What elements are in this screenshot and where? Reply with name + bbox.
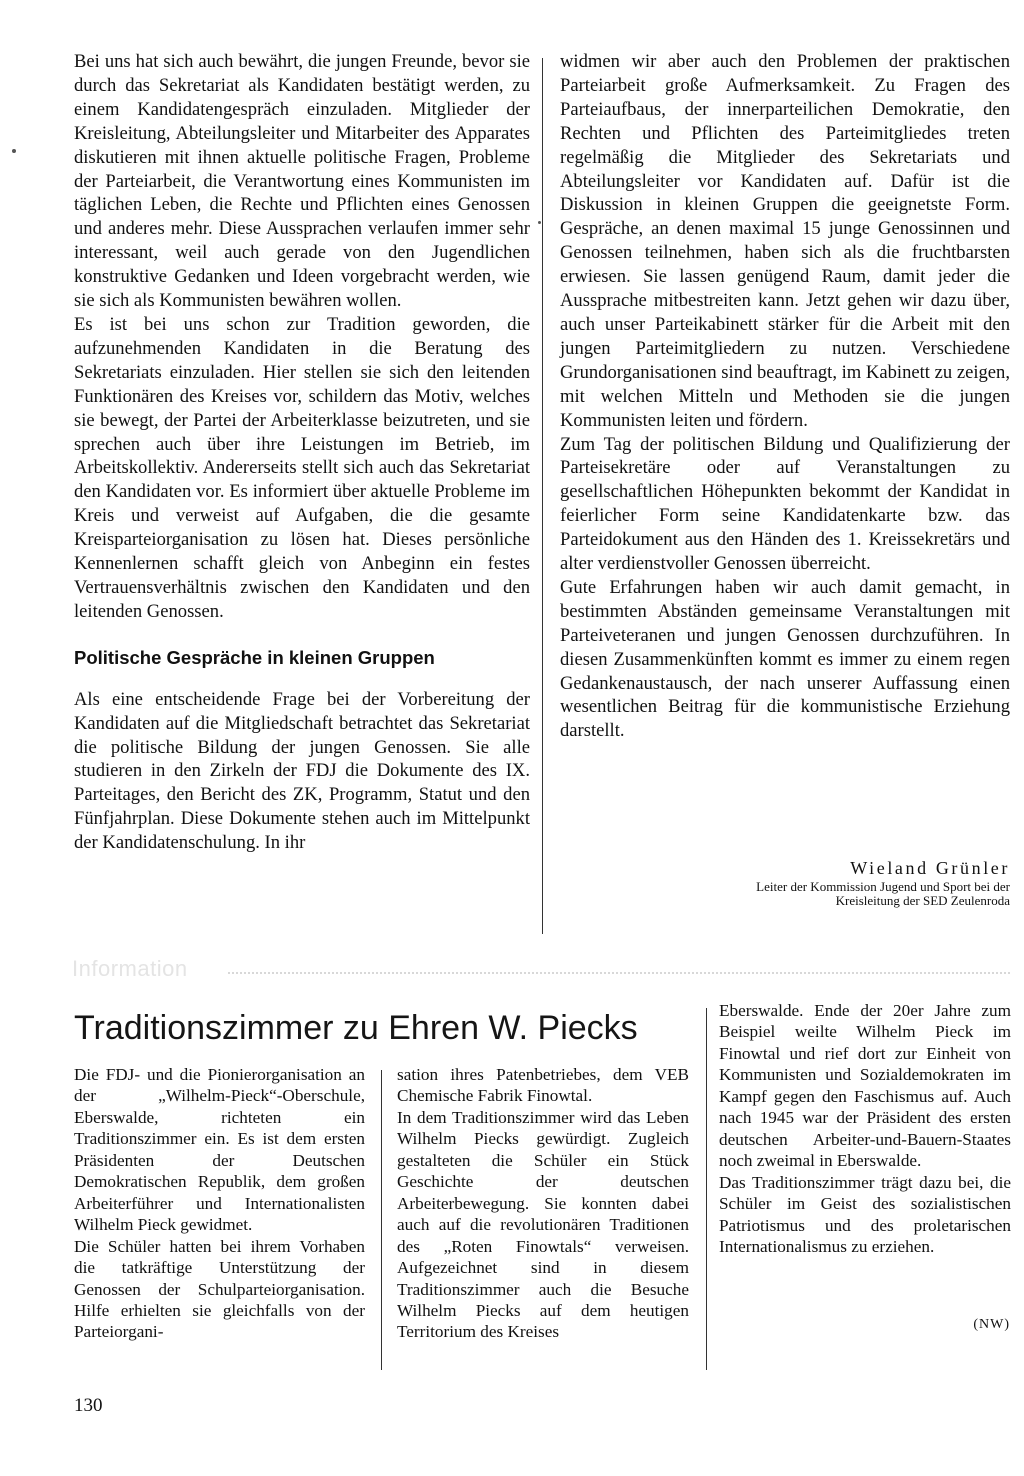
section-label: Information (72, 956, 188, 981)
author-name: Wieland Grünler (850, 858, 1010, 878)
paragraph: Eberswalde. Ende der 20er Jahre zum Beispiel weilte Wilhelm Pieck im Finowtal und rief dort zur Einheit von Kommunisten und Sozialdemokraten im Kampf gegen den Faschismus auf. Auch nach 1945 war der Präsident des ersten deutschen Arbeiter-und-Bauern-Staates noch zweimal in Eberswalde. (719, 1001, 1011, 1171)
author-initials: (NW) (973, 1317, 1010, 1332)
section-rule (228, 972, 1010, 974)
page-number: 130 (74, 1395, 103, 1416)
paragraph: Bei uns hat sich auch bewährt, die jungen Freunde, bevor sie durch das Sekretariat als Kandidaten bestätigt werden, zu einem Kandidatengespräch einzuladen. Mitglieder der Kreisleitung, Abteilungsleiter und Mitarbeiter des Apparates diskutieren mit ihnen aktuelle politische Fragen, Probleme der Parteiarbeit, die Verantwortung eines Kommunisten im täglichen Leben, die Rechte und Pflichten eines Genossen und anderes mehr. Diese Aussprachen verlaufen immer sehr interessant, weil auch gerade von den Jugendlichen konstruktive Gedanken und Ideen vorgebracht werden, wie sie sich als Kommunisten bewähren wollen. (74, 51, 530, 312)
section-subheading: Politische Gespräche in kleinen Gruppen (74, 646, 435, 668)
column-divider (381, 1070, 382, 1370)
paragraph: Das Traditionszimmer trägt dazu bei, die Schüler im Geist des sozialistischen Patriotismus und des proletarischen Internationalismus zu erziehen. (719, 1172, 1011, 1256)
paragraph: sation ihres Patenbetriebes, dem VEB Chemische Fabrik Finowtal. (397, 1065, 689, 1106)
bottom-column-2 (397, 1064, 689, 1343)
bottom-column-3 (719, 1000, 1011, 1257)
scan-speck (12, 149, 16, 153)
column-divider (706, 1008, 707, 1370)
paragraph: In dem Traditionszimmer wird das Leben Wilhelm Piecks gewürdigt. Zugleich gestalteten die Schüler ein Stück Geschichte der deutschen Arbeiterbewegung. Sie konnten dabei auch auf die revolutionären Traditionen des „Roten Finowtals“ verweisen. Aufgezeichnet sind in diesem Traditionszimmer auch die Besuche Wilhelm Piecks auf dem heutigen Territorium des Kreises (397, 1107, 689, 1342)
paragraph: widmen wir aber auch den Problemen der praktischen Parteiarbeit große Aufmerksamkeit. Zu Fragen des Parteiaufbaus, der innerparteilichen Demokratie, den Rechten und Pflichten des Parteimitgliedes treten regelmäßig die Mitglieder des Sekretariats und Abteilungsleiter vor Kandidaten auf. Dafür ist die Diskussion in kleinen Gruppen die geeignetste Form. Gespräche, an denen maximal 15 junge Genossinnen und Genossen teilnehmen, haben sich als die fruchtbarsten erwiesen. Sie lassen genügend Raum, damit jeder die Aussprache mitbestreiten kann. Jetzt gehen wir dazu über, auch unser Parteikabinett stärker für die Arbeit mit den jungen Parteimitgliedern zu nutzen. Verschiedene Grundorganisationen sind beauftragt, im Kabinett zu zeigen, mit welchen Mitteln und Methoden sie die jungen Kommunisten leiten und fördern. (560, 51, 1010, 431)
paragraph: Zum Tag der politischen Bildung und Qualifizierung der Parteisekretäre oder auf Veranstaltungen zu gesellschaftlichen Höhepunkten bekommt der Kandidat in feierlicher Form seine Kandidatenkarte bzw. das Parteidokument aus den Händen des 1. Kreissekretärs und alter verdienstvoller Genossen überreicht. (560, 433, 1010, 575)
bottom-column-1 (74, 1064, 365, 1343)
paragraph: Die Schüler hatten bei ihrem Vorhaben die tatkräftige Unterstützung der Genossen der Schulparteiorganisation. Hilfe erhielten sie gleichfalls von der Parteiorgani- (74, 1236, 365, 1342)
author-role: Leiter der Kommission Jugend und Sport bei der Kreisleitung der SED Zeulenroda (756, 879, 1010, 909)
paragraph: Gute Erfahrungen haben wir auch damit gemacht, in bestimmten Abständen gemeinsame Veranstaltungen mit Parteiveteranen und jungen Genossen durchzuführen. In diesen Zusammenkünften kommt es immer zu einem regen Gedankenaustausch, der nach unserer Auffassung einen wesentlichen Beitrag für die kommunistische Erziehung darstellt. (560, 576, 1010, 742)
paragraph: Als eine entscheidende Frage bei der Vorbereitung der Kandidaten auf die Mitgliedschaft betrachtet das Sekretariat die politische Bildung der jungen Genossen. Sie alle studieren in den Zirkeln der FDJ die Dokumente des IX. Parteitages, den Bericht des ZK, Programm, Statut und den Fünfjahrplan. Diese Dokumente stehen auch im Mittelpunkt der Kandidatenschulung. In ihr (74, 688, 530, 854)
scan-speck (538, 221, 541, 224)
article-left-column (74, 50, 530, 855)
article-right-column (560, 50, 1010, 743)
article-headline: Traditionszimmer zu Ehren W. Piecks (74, 1009, 638, 1047)
column-divider (542, 58, 543, 934)
paragraph: Die FDJ- und die Pionierorganisation an der „Wilhelm-Pieck“-Oberschule, Eberswalde, richteten ein Traditionszimmer ein. Es ist dem ersten Präsidenten der Deutschen Demokratischen Republik, dem großen Arbeiterführer und Internationalisten Wilhelm Pieck gewidmet. (74, 1065, 365, 1235)
paragraph: Es ist bei uns schon zur Tradition geworden, die aufzunehmenden Kandidaten in die Beratung des Sekretariats einzuladen. Hier stellen sie sich den leitenden Funktionären des Kreises vor, schildern das Motiv, welches sie bewegt, der Partei der Arbeiterklasse beizutreten, und sie sprechen auch über ihre Leistungen im Betrieb, im Arbeitskollektiv. Andererseits stellt sich auch das Sekretariat den Kandidaten vor. Es informiert über aktuelle Probleme im Kreis und verweist auf Aufgaben, die die gesamte Kreisparteiorganisation zu lösen hat. Dieses persönliche Kennenlernen schafft gleich von Anbeginn ein festes Vertrauensverhältnis zwischen den Kandidaten und den leitenden Genossen. (74, 313, 530, 622)
